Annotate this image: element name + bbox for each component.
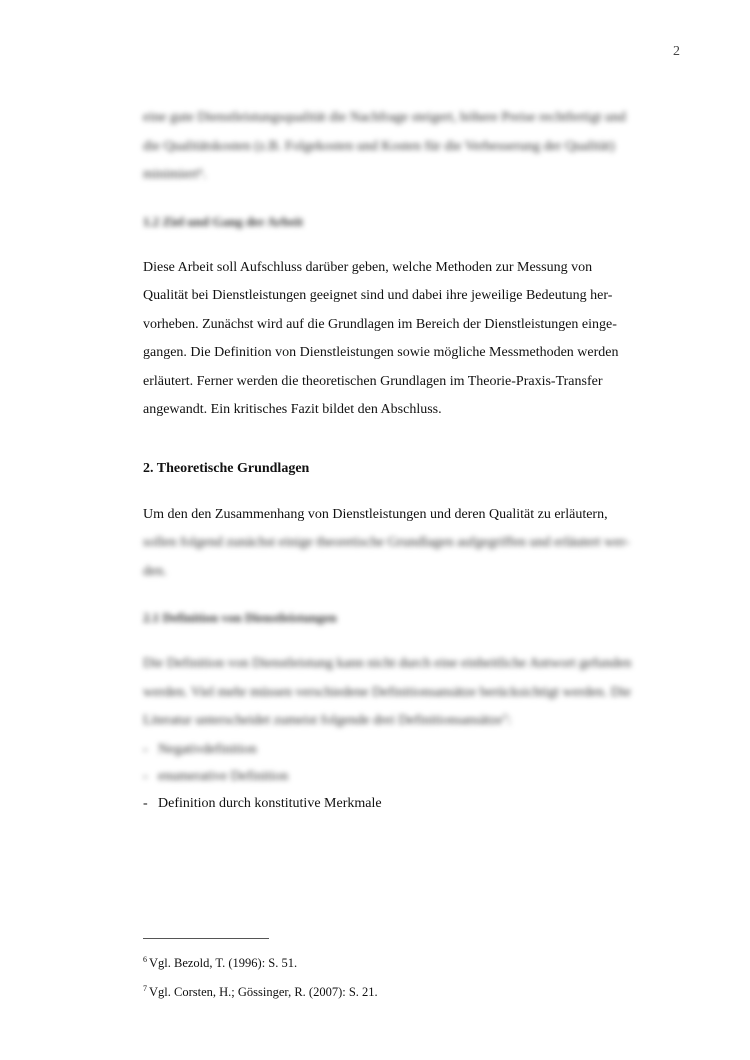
text-line: den. <box>143 563 167 579</box>
footnote-text: Vgl. Corsten, H.; Gössinger, R. (2007): S. 21. <box>149 985 378 1000</box>
dash-bullet: - <box>143 768 148 784</box>
text-line: werden. Viel mehr müssen verschiedene Definitionsansätze berücksichtigt werden. Die <box>143 684 631 700</box>
section-2-paragraph <box>143 501 668 587</box>
text-line: Literatur unterscheidet zumeist folgende drei Definitionsansätze⁷: <box>143 713 512 728</box>
text-line: Diese Arbeit soll Aufschluss darüber geben, welche Methoden zur Messung von <box>143 259 593 275</box>
text-line: erläutert. Ferner werden die theoretischen Grundlagen im Theorie-Praxis-Transfer <box>143 373 603 389</box>
list-item-label: Definition durch konstitutive Merkmale <box>158 795 382 811</box>
section-heading-1-2: 1.2 Ziel und Gang der Arbeit <box>143 213 304 229</box>
footnote-text: Vgl. Bezold, T. (1996): S. 51. <box>149 956 298 971</box>
section-heading-2-1: 2.1 Definition von Dienstleistungen <box>143 610 337 625</box>
list-item-label: Negativdefinition <box>158 741 257 757</box>
text-line: die Qualitätskosten (z.B. Folgekosten und Kosten für die Verbesserung der Qualität) <box>143 138 615 154</box>
text-line: Um den den Zusammenhang von Dienstleistungen und deren Qualität zu erläutern, <box>143 506 608 522</box>
section-heading-2: 2. Theoretische Grundlagen <box>143 460 310 476</box>
text-line: Qualität bei Dienstleistungen geeignet sind und dabei ihre jeweilige Bedeutung her- <box>143 288 613 303</box>
section-1-2-paragraph <box>143 254 668 425</box>
list-item <box>143 736 668 763</box>
text-line: minimiert⁶. <box>143 167 207 182</box>
dash-bullet: - <box>143 741 148 757</box>
intro-fragment <box>143 104 668 190</box>
footnote-rule <box>143 938 269 939</box>
list-item-label: enumerative Definition <box>158 768 289 784</box>
text-line: Die Definition von Dienstleistung kann nicht durch eine einheitliche Antwort gefunden <box>143 656 632 671</box>
list-item <box>143 790 668 817</box>
footnote <box>143 976 668 1005</box>
text-line: sollen folgend zunächst einige theoretische Grundlagen aufgegriffen und erläutert wer- <box>143 535 630 550</box>
definition-list <box>143 736 668 817</box>
footnotes <box>143 938 668 1005</box>
dash-bullet: - <box>143 795 148 811</box>
section-2-1-paragraph <box>143 650 668 736</box>
text-line: vorheben. Zunächst wird auf die Grundlagen im Bereich der Dienstleistungen einge- <box>143 316 617 332</box>
list-item <box>143 763 668 790</box>
footnote-number: 6 <box>143 955 147 964</box>
text-line: gangen. Die Definition von Dienstleistungen sowie mögliche Messmethoden werden <box>143 345 619 360</box>
footnote <box>143 947 668 976</box>
footnote-number: 7 <box>143 984 147 994</box>
page-number: 2 <box>673 44 680 59</box>
text-line: eine gute Dienstleistungsqualität die Nachfrage steigert, höhere Preise rechtfertigt und <box>143 110 626 125</box>
page-body <box>143 104 668 817</box>
text-line: angewandt. Ein kritisches Fazit bildet den Abschluss. <box>143 402 442 417</box>
